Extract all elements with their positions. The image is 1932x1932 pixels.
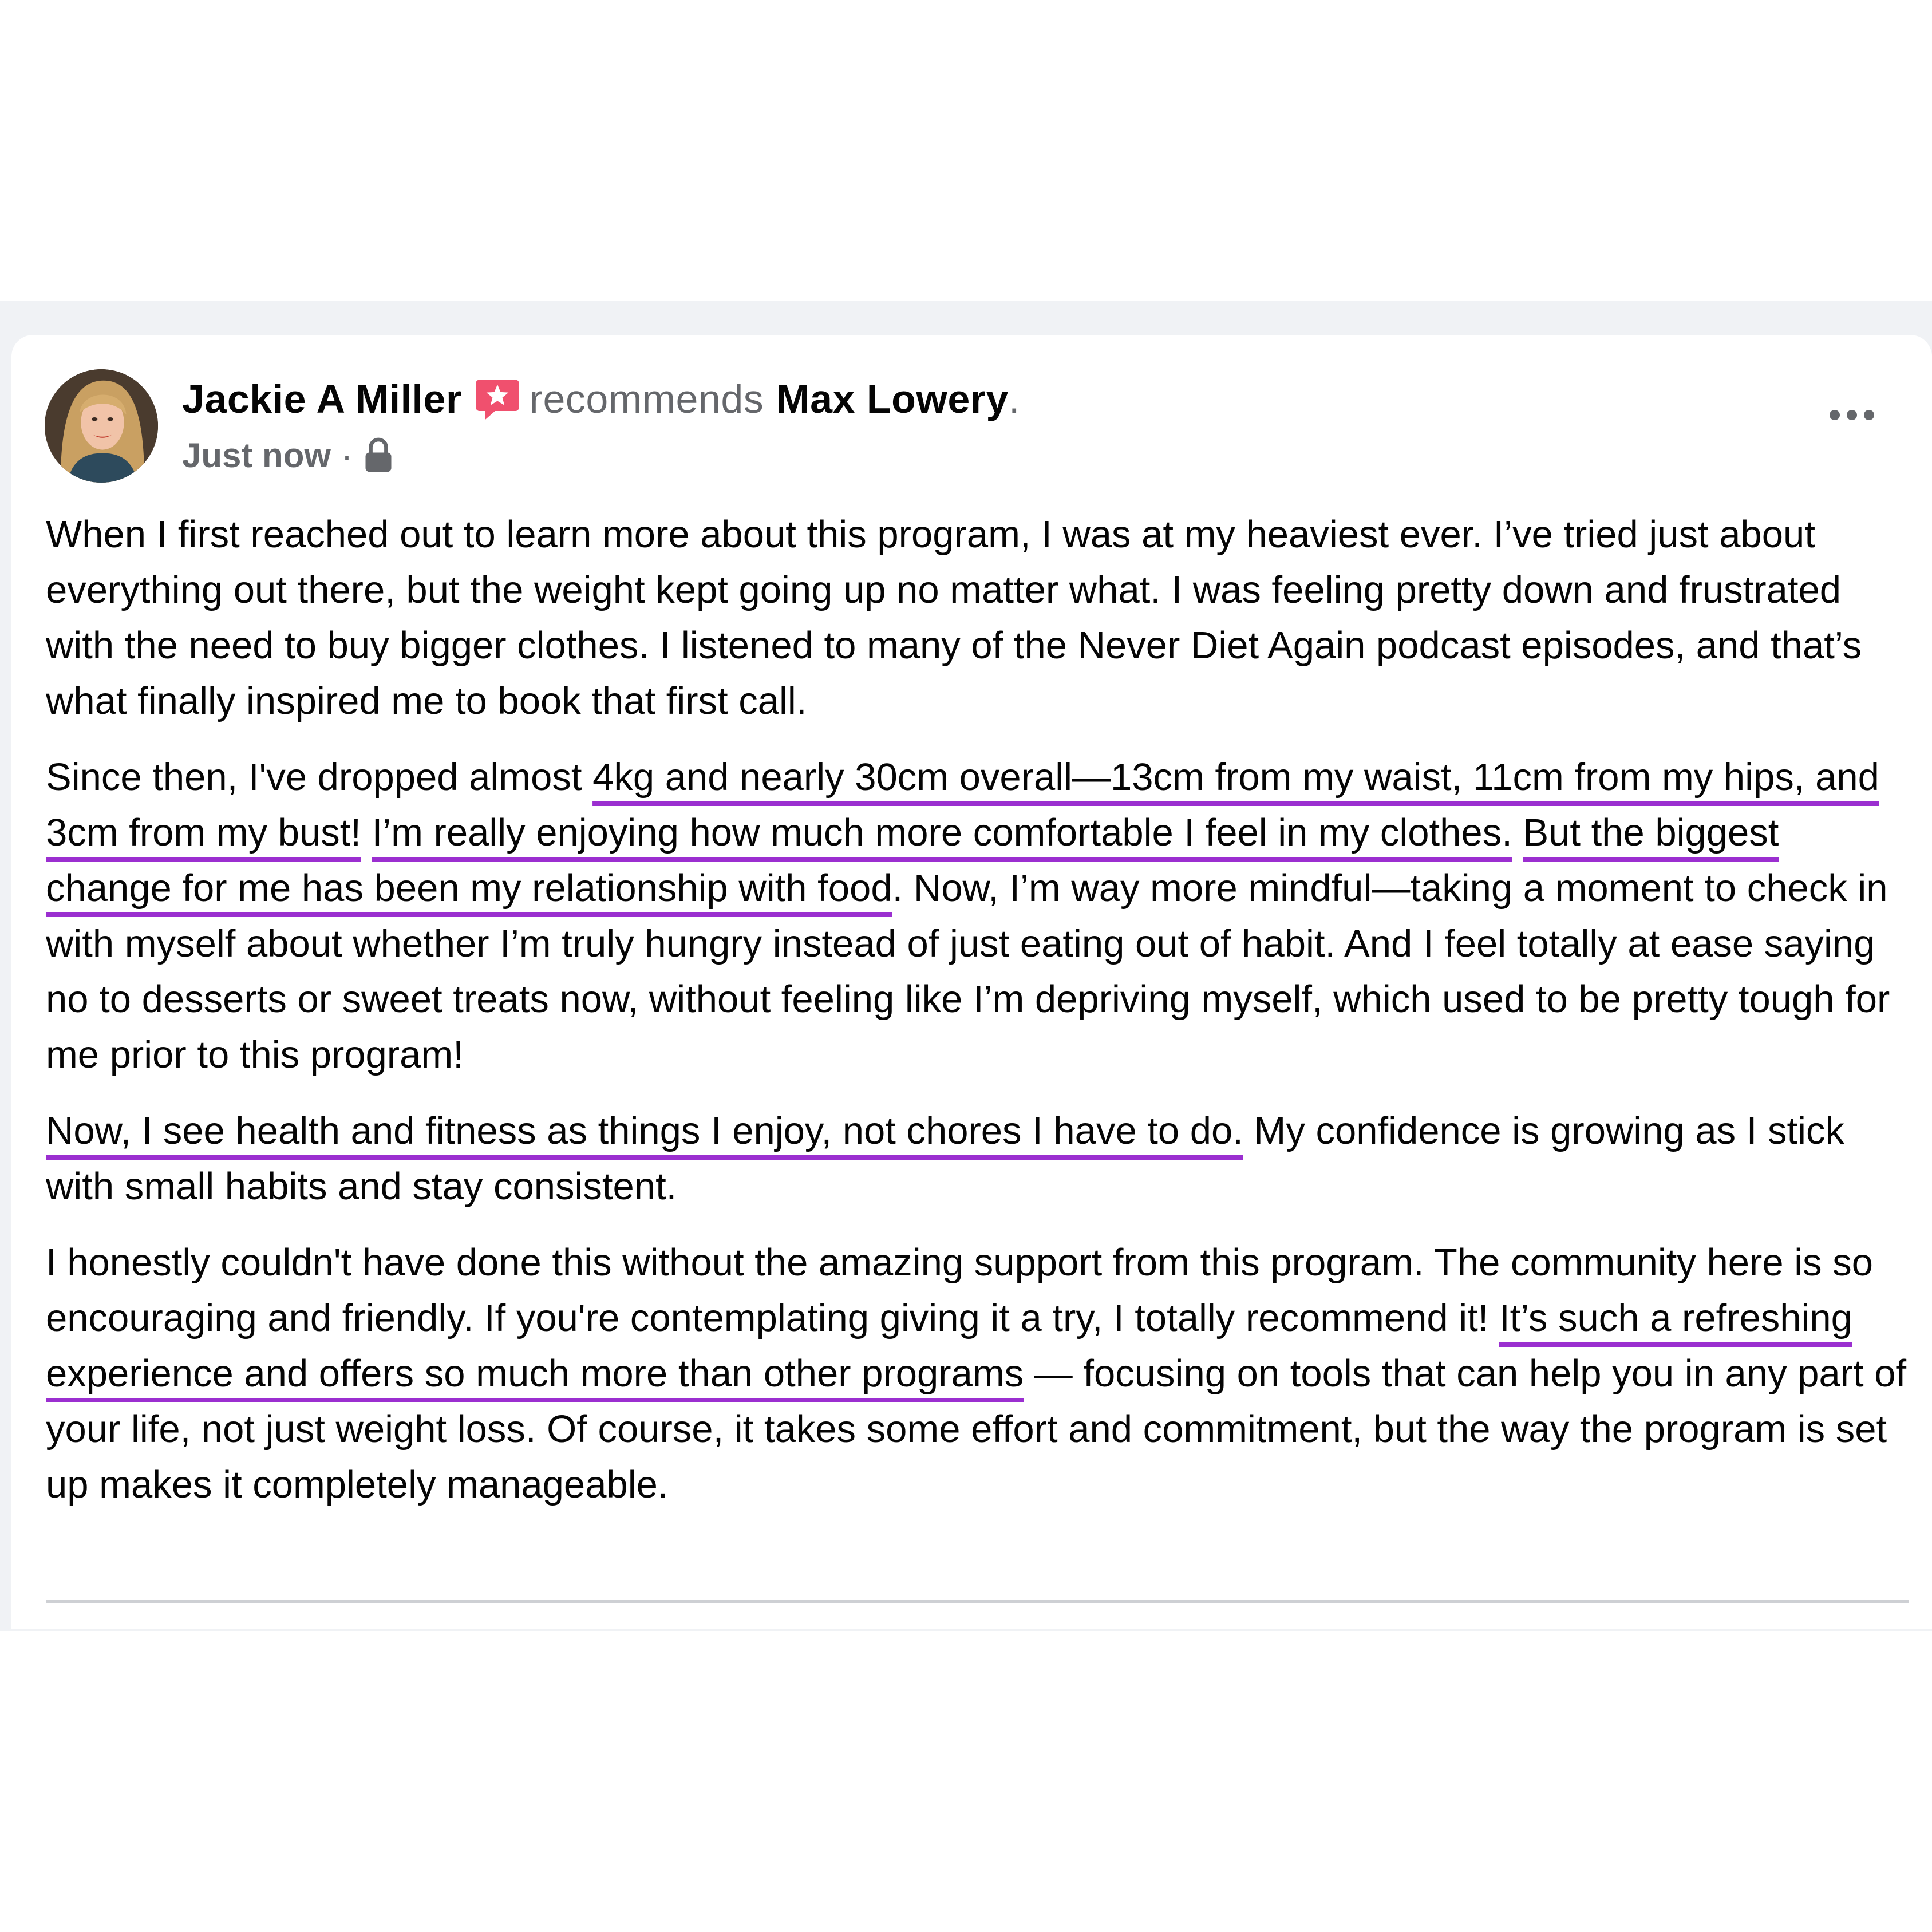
highlighted-text: But the biggest change for me has been my relationship with food	[46, 811, 1779, 910]
paragraph-3	[46, 1103, 1912, 1214]
recommended-page-name[interactable]: Max Lowery	[776, 377, 1009, 421]
paragraph-1: When I first reached out to learn more about this program, I was at my heaviest ever. I’ve tried just about everything out there, but the weight kept going up no matter what. I was feeling pretty down and frustrated with the need to buy bigger clothes. I listened to many of the Never Diet Again podcast episodes, and that’s what finally inspired me to book that first call.	[46, 513, 1862, 722]
text-segment: . Now, I’m way more mindful—taking a moment to check in with myself about whether I’m truly hungry instead of just eating out of habit. And I feel totally at ease saying no to desserts or sweet treats now, without feeling like I’m depriving myself, which used to be pretty tough for me prior to this program!	[46, 867, 1890, 1076]
author-name[interactable]: Jackie A Miller	[182, 377, 462, 421]
highlighted-text: Now, I see health and fitness as things I enjoy, not chores I have to do.	[46, 1109, 1243, 1152]
text-segment	[361, 811, 372, 854]
post-card	[11, 335, 1932, 1629]
post-header	[182, 370, 1020, 428]
recommends-text: recommends	[529, 377, 764, 421]
highlighted-text: 4kg and nearly 30cm overall—13cm from my waist, 11cm from my hips, and 3cm from my bust!	[46, 756, 1879, 854]
text-segment: My confidence is growing as I stick with small habits and stay consistent.	[46, 1109, 1845, 1208]
more-options-icon	[1826, 406, 1878, 424]
avatar[interactable]	[45, 369, 158, 483]
paragraph-2	[46, 749, 1912, 1082]
header-period: .	[1008, 377, 1020, 421]
post-divider	[46, 1600, 1909, 1603]
timestamp[interactable]: Just now	[182, 436, 331, 475]
meta-separator: ·	[341, 436, 353, 475]
lock-icon[interactable]	[363, 437, 394, 473]
text-segment	[1512, 811, 1523, 854]
more-options-button[interactable]	[1815, 392, 1889, 438]
post-meta	[182, 432, 394, 478]
post-body	[46, 507, 1912, 1533]
highlighted-text: I’m really enjoying how much more comfortable I feel in my clothes.	[372, 811, 1512, 854]
avatar-photo	[45, 369, 158, 483]
text-segment: I honestly couldn't have done this without the amazing support from this program. The community here is so encouraging and friendly. If you're contemplating giving it a try, I totally recommend it!	[46, 1241, 1873, 1340]
text-segment: Since then, I've dropped almost	[46, 756, 593, 799]
recommendation-star-icon	[473, 375, 521, 423]
text-segment: — focusing on tools that can help you in any part of your life, not just weight loss. Of course, it takes some effort and commitment, but the way the program is set up makes it completely manageable.	[46, 1352, 1907, 1506]
paragraph-4	[46, 1235, 1912, 1512]
highlighted-text: It’s such a refreshing experience and offers so much more than other programs	[46, 1297, 1852, 1395]
